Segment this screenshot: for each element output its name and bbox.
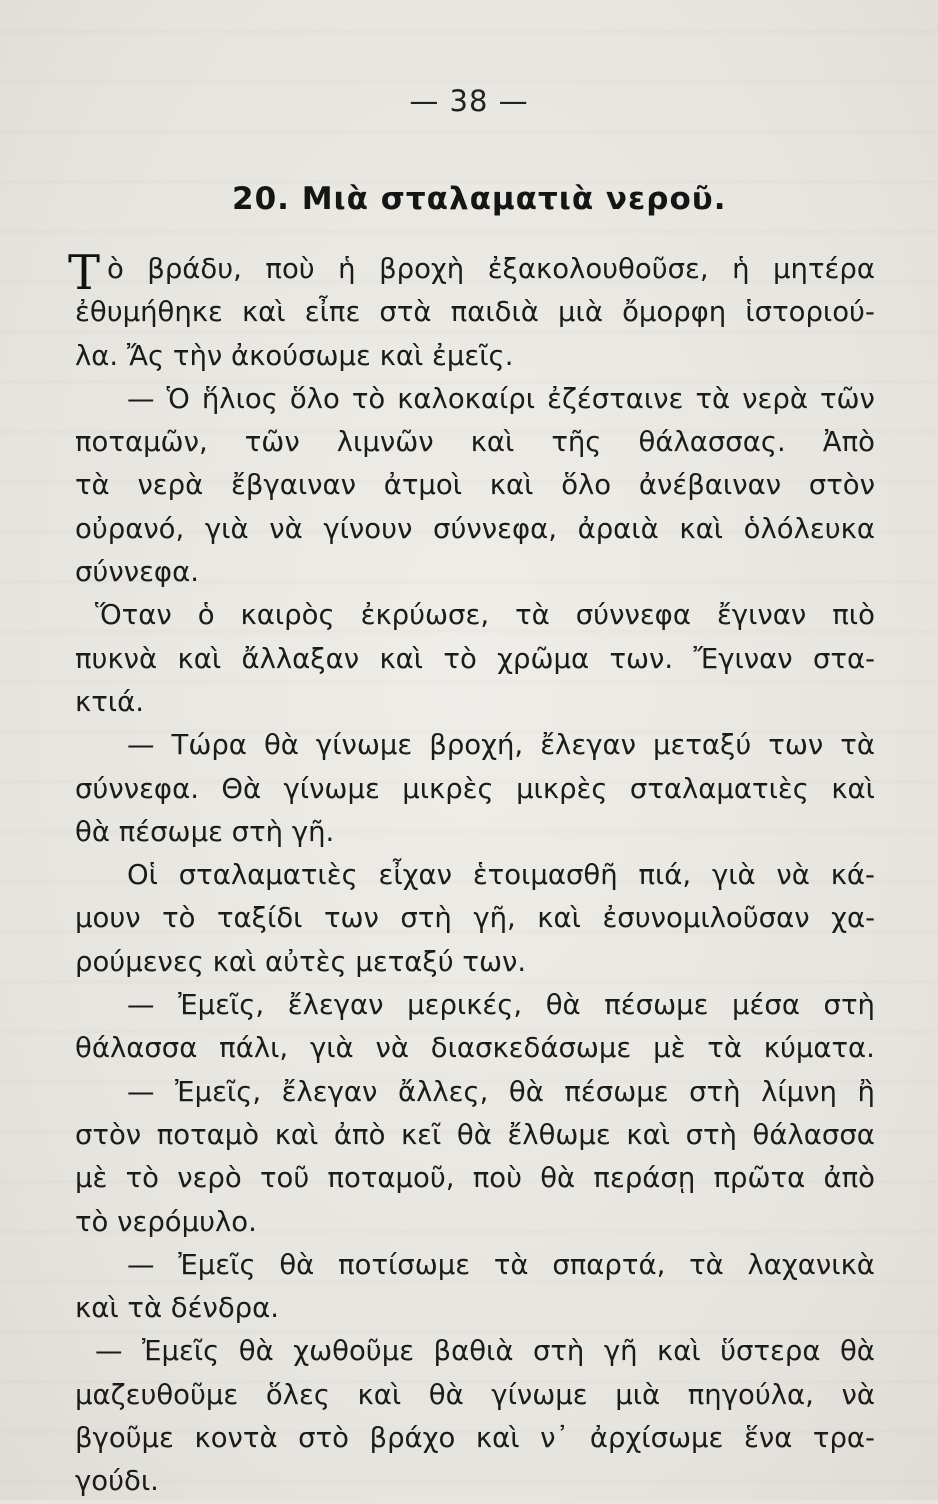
text-line: σύννεφα. <box>75 556 199 589</box>
page-number: — 38 — <box>409 84 529 118</box>
text-line: — Ὁ ἥλιος ὅλο τὸ καλοκαίρι ἐζέσταινε τὰ νερὰ τῶν <box>127 382 875 415</box>
text-line: ποταμῶν, τῶν λιμνῶν καὶ τῆς θάλασσας. Ἀπὸ <box>75 426 875 459</box>
text-line: στὸν ποταμὸ καὶ ἀπὸ κεῖ θὰ ἔλθωμε καὶ στὴ θάλασσα <box>75 1118 875 1151</box>
body-text <box>75 248 875 1504</box>
chapter-title: 20. Μιὰ σταλαματιὰ νεροῦ. <box>232 181 727 217</box>
text-line: μουν τὸ ταξίδι των στὴ γῆ, καὶ ἐσυνομιλοῦσαν χα- <box>75 902 875 935</box>
text-line: — Ἐμεῖς θὰ χωθοῦμε βαθιὰ στὴ γῆ καὶ ὕστερα θὰ <box>95 1335 875 1368</box>
text-line: σύννεφα. Θὰ γίνωμε μικρὲς μικρὲς σταλαματιὲς καὶ <box>75 772 875 805</box>
text-line: πυκνὰ καὶ ἄλλαξαν καὶ τὸ χρῶμα των. Ἔγιναν στα- <box>75 642 875 675</box>
text-line: θάλασσα πάλι, γιὰ νὰ διασκεδάσωμε μὲ τὰ κύματα. <box>75 1032 875 1065</box>
text-line: μαζευθοῦμε ὅλες καὶ θὰ γίνωμε μιὰ πηγούλα, νὰ <box>75 1378 875 1411</box>
text-line: βγοῦμε κοντὰ στὸ βράχο καὶ ν᾽ ἀρχίσωμε ἕνα τρα- <box>75 1422 875 1455</box>
text-line: λα. Ἄς τὴν ἀκούσωμε καὶ ἐμεῖς. <box>75 339 514 372</box>
text-line: Οἱ σταλαματιὲς εἶχαν ἑτοιμασθῆ πιά, γιὰ νὰ κά- <box>127 859 875 892</box>
text-line: τὰ νερὰ ἔβγαιναν ἀτμοὶ καὶ ὅλο ἀνέβαιναν στὸν <box>75 469 875 502</box>
text-line: ρούμενες καὶ αὐτὲς μεταξύ των. <box>75 945 527 978</box>
text-line: μὲ τὸ νερὸ τοῦ ποταμοῦ, ποὺ θὰ περάσῃ πρῶτα ἀπὸ <box>75 1162 875 1195</box>
text-line: θὰ πέσωμε στὴ γῆ. <box>75 815 335 848</box>
text-line: — Τώρα θὰ γίνωμε βροχή, ἔλεγαν μεταξύ των τὰ <box>127 729 875 762</box>
text-line: τὸ νερόμυλο. <box>75 1205 257 1238</box>
drop-cap: Τ <box>68 245 101 301</box>
text-line: — Ἐμεῖς, ἔλεγαν ἄλλες, θὰ πέσωμε στὴ λίμνη ἢ <box>127 1075 875 1108</box>
text-line: καὶ τὰ δένδρα. <box>75 1292 280 1325</box>
text-line: — Ἐμεῖς, ἔλεγαν μερικές, θὰ πέσωμε μέσα στὴ <box>127 989 875 1022</box>
text-line: — Ἐμεῖς θὰ ποτίσωμε τὰ σπαρτά, τὰ λαχανικὰ <box>127 1248 875 1281</box>
text-line: κτιά. <box>75 685 144 718</box>
text-line: γούδι. <box>75 1465 159 1498</box>
text-line: οὐρανό, γιὰ νὰ γίνουν σύννεφα, ἀραιὰ καὶ ὁλόλευκα <box>75 512 875 545</box>
text-line: Ὅταν ὁ καιρὸς ἐκρύωσε, τὰ σύννεφα ἔγιναν πιὸ <box>95 599 875 632</box>
text-line: ἐθυμήθηκε καὶ εἶπε στὰ παιδιὰ μιὰ ὄμορφη ἱστοριού- <box>75 296 875 329</box>
text-line: ὸ βράδυ, ποὺ ἡ βροχὴ ἐξακολουθοῦσε, ἡ μητέρα <box>107 253 875 285</box>
